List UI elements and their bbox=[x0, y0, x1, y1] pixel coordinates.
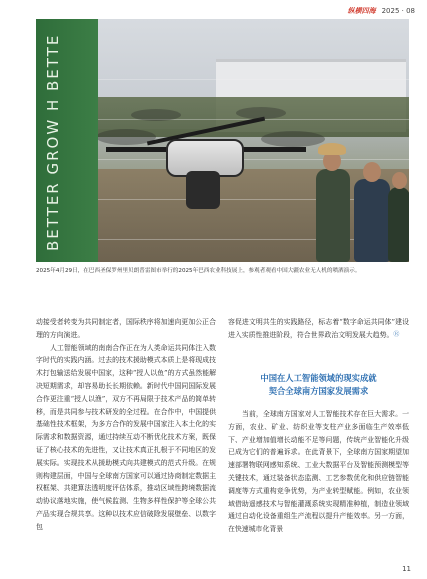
paragraph bbox=[228, 316, 409, 342]
drone-propeller bbox=[96, 129, 156, 145]
banner-text: BETTER GROW H BETTE bbox=[44, 33, 62, 251]
right-column-top bbox=[228, 316, 409, 342]
right-column-body bbox=[228, 408, 409, 536]
visitor-figure bbox=[354, 179, 390, 262]
page-number: 11 bbox=[402, 565, 411, 573]
drone-propeller bbox=[236, 107, 286, 119]
visitor-head bbox=[363, 162, 381, 182]
visitor-figure bbox=[388, 187, 409, 262]
issue-number: 2025 · 08 bbox=[381, 7, 415, 15]
visitor-head bbox=[392, 172, 407, 189]
section-heading-line: 中国在人工智能领域的现实成就 bbox=[260, 373, 377, 383]
magazine-logo: 纵横四海 bbox=[347, 7, 376, 15]
left-column bbox=[36, 316, 216, 534]
drone-propeller bbox=[131, 109, 181, 121]
end-mark: Ⓡ bbox=[393, 330, 400, 338]
visitor-hat bbox=[318, 143, 346, 155]
paragraph: 动接受者转变为共同制定者，国际秩序将加速向更加公正合理的方向演进。 bbox=[36, 318, 216, 339]
drone-tank bbox=[186, 171, 220, 209]
paragraph: 人工智能领域的南南合作正在为人类命运共同体注入数字时代的实践内涵。过去的技术援助模式本质上是将现成技术打包输送给发展中国家，这种“授人以鱼”的方式虽然能解决短期需求，却容易助长长期依赖。新时代中国同国际发展合作更注重“授人以渔”，双方不再局限于技术产品的简单转移，而是共同参与技术研发的全过程。在合作中，中国提供基础性技术框架，为多方合作的发展中国家注入本土化的实际需求和数据资源，通过持续互动不断优化技术方案，既保证了核心技术的先进性，又让技术真正扎根于不同地区的发展实际。实现技术从援助模式向共建模式的范式升级。在规则构建层面，中国与全球南方国家可以通过协商制定数据主权框架、共建算法透明度评估体系，推动区域性跨境数据流动协议落地实施，使气候监测、生物多样性保护等全球公共产品实现合规共享。这种以技术应信破除发展壁垒、以数字包 bbox=[36, 343, 216, 531]
visitor-figure bbox=[316, 169, 350, 262]
photo-net-line bbox=[98, 79, 409, 80]
section-heading-line: 契合全球南方国家发展需求 bbox=[268, 386, 369, 396]
photo-caption: 2025年4月29日，在巴西圣保罗州里贝朗普雷图市举行的2025年巴西农业科技展上，参观者观看中国大疆农业无人机的喷洒演示。 bbox=[36, 268, 361, 274]
page-header bbox=[348, 6, 415, 16]
photo-net-line bbox=[98, 159, 409, 160]
section-heading bbox=[228, 372, 409, 398]
paragraph: 当前，全球南方国家对人工智能技术存在巨大需求。一方面，农业、矿业、纺织业等支柱产业多面临生产效率低下、产业增加值增长动能不足等问题，传统产业智能化升级已成为它们的普遍诉求。在此背景下，全球南方国家期望加速部署物联网感知系统、工业大数据平台及智能预测模型等关键技术，通过装备状态监测、工艺参数优化和供应链智能调度等方式重构竞争优势，为产业转型赋能。例如，农业领域借助遥感技术与智能灌溉系统实现精准种植，制造业领域通过自动化设备重组生产流程以提升产能效率。另一方面，在快速城市化背景 bbox=[228, 410, 409, 534]
article-photo bbox=[36, 19, 409, 262]
paragraph-text: 容促进文明共生的实践路径，标志着“数字命运共同体”建设进入实质性推进阶段，符合世界政治文明发展大趋势。 bbox=[228, 318, 409, 339]
drone-propeller bbox=[261, 131, 325, 147]
